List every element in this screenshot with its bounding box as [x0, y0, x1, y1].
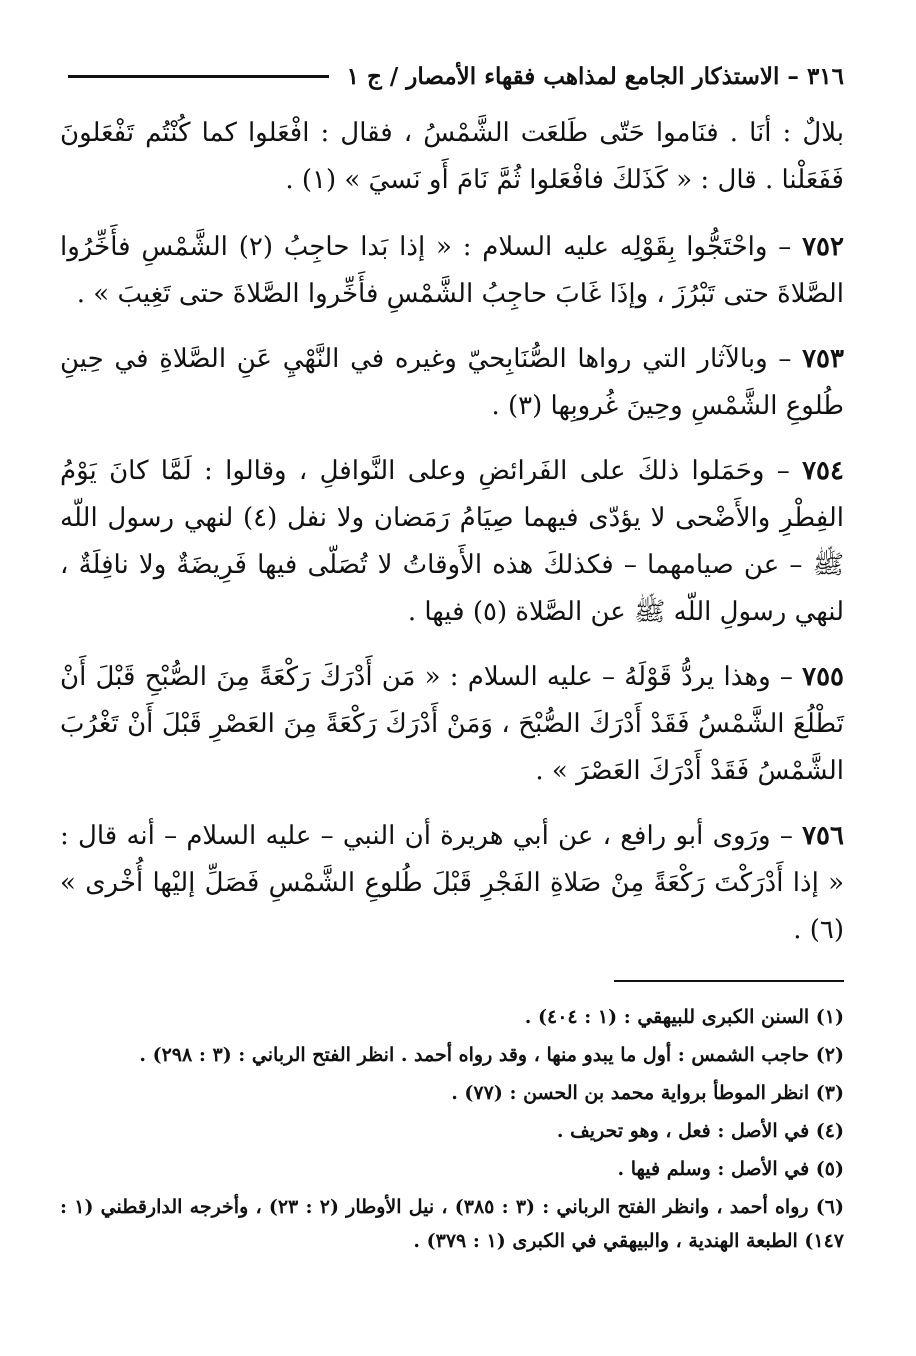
paragraph-754 — [60, 448, 844, 636]
paragraph-text: – ورَوى أبو رافع ، عن أبي هريرة أن النبي – عليه السلام – أنه قال : « إذا أَدْرَكْتَ رَكْعَةً مِنْ صَلاةِ الفَجْرِ قَبْلَ طُلوعِ الشَّمْسِ فَصَلِّ إليْها أُخْرى » (٦) . — [60, 821, 844, 945]
running-header-text: ٣١٦ – الاستذكار الجامع لمذاهب فقهاء الأمصار / ج ١ — [346, 62, 844, 90]
footnote-separator — [614, 980, 844, 982]
paragraph-text: – واحْتَجُّوا بِقَوْلِه عليه السلام : « إذا بَدا حاجِبُ (٢) الشَّمْسِ فأَخِّرُوا الصَّلاةَ حتى تَبْرُزَ ، وإذَا غَابَ حاجِبُ الشَّمْسِ فأَخِّروا الصَّلاةَ حتى تَغِيبَ » . — [60, 232, 844, 309]
footnote-3: (٣) انظر الموطأ برواية محمد بن الحسن : (٧٧) . — [451, 1082, 844, 1104]
paragraph-number: ٧٥٢ — [802, 232, 844, 262]
book-page — [60, 56, 844, 1316]
paragraph-number: ٧٥٤ — [802, 456, 844, 486]
footnote-1: (١) السنن الكبرى للبيهقي : (١ : ٤٠٤) . — [524, 1006, 844, 1028]
paragraph-752 — [60, 224, 844, 318]
running-header — [60, 56, 844, 96]
paragraph-756 — [60, 813, 844, 954]
paragraph-755 — [60, 654, 844, 795]
footnote-6: (٦) رواه أحمد ، وانظر الفتح الرباني : (٣ : ٣٨٥) ، نيل الأوطار (٢ : ٢٣) ، وأخرجه الدارقطني (١ : ١٤٧) الطبعة الهندية ، والبيهقي في الكبرى (١ : ٣٧٩) . — [60, 1196, 844, 1252]
paragraph-number: ٧٥٥ — [802, 662, 845, 692]
paragraph-continuation — [60, 110, 844, 204]
footnote-5: (٥) في الأصل : وسلم فيها . — [617, 1158, 844, 1180]
paragraph-number: ٧٥٦ — [802, 821, 844, 851]
paragraph-text: – وبالآثار التي رواها الصُّنَابِحيّ وغيره في النَّهْيِ عَنِ الصَّلاةِ في حِينِ طُلوعِ الشَّمْسِ وحِينَ غُروبِها (٣) . — [60, 344, 844, 421]
footnotes — [60, 1000, 844, 1258]
paragraph-text: – وهذا يردُّ قَوْلَهُ – عليه السلام : « مَن أَدْرَكَ رَكْعَةً مِنَ الصُّبْحِ قَبْلَ أَنْ تَطْلُعَ الشَّمْسُ فَقَدْ أَدْرَكَ الصُّبْحَ ، وَمَنْ أَدْرَكَ رَكْعَةً مِنَ العَصْرِ قَبْلَ أَنْ تَغْرُبَ الشَّمْسُ فَقَدْ أَدْرَكَ العَصْرَ » . — [60, 662, 844, 786]
header-rule — [68, 75, 329, 78]
footnote-4: (٤) في الأصل : فعل ، وهو تحريف . — [556, 1120, 844, 1142]
paragraph-text: – وحَمَلوا ذلكَ على الفَرائضِ وعلى النَّوافلِ ، وقالوا : لَمَّا كانَ يَوْمُ الفِطْرِ والأَضْحى لا يؤدّى فيهما صِيَامُ رَمَضان ولا نفل (٤) لنهي رسول اللّه ﷺ – عن صيامهما – فكذلكَ هذه الأَوقاتُ لا تُصَلّى فيها فَرِيضَةٌ ولا نافِلَةٌ ، لنهي رسولِ اللّه ﷺ عن الصَّلاة (٥) فيها . — [60, 456, 844, 627]
paragraph-number: ٧٥٣ — [802, 344, 844, 374]
paragraph-753 — [60, 336, 844, 430]
main-text — [60, 110, 844, 954]
footnote-2: (٢) حاجب الشمس : أول ما يبدو منها ، وقد رواه أحمد . انظر الفتح الرباني : (٣ : ٢٩٨) . — [139, 1044, 844, 1066]
paragraph-text: بلالٌ : أنَا . فنَاموا حَتّى طَلعَت الشَّمْسُ ، فقال : افْعَلوا كما كُنْتُم تَفْعَلونَ فَفَعَلْنا . قال : « كَذَلكَ فافْعَلوا ثُمَّ نَامَ أَو نَسيَ » (١) . — [60, 118, 844, 195]
